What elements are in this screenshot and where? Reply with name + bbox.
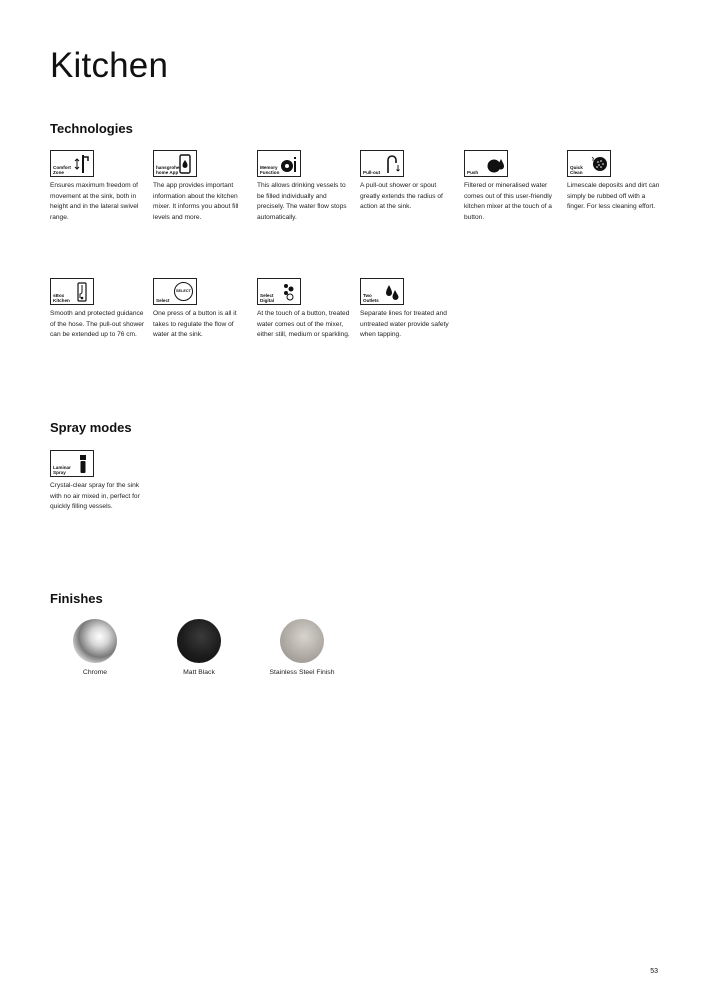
select-digital-icon: [280, 281, 298, 303]
matt-black-swatch: [177, 619, 221, 663]
spray-laminar: [50, 450, 146, 513]
sbox-kitchen-description: Smooth and protected guidance of the hose. The pull-out shower can be extended up to 76 cm.: [50, 310, 145, 339]
select-button-icon: SELECT: [174, 282, 193, 301]
finish-chrome: [50, 619, 140, 676]
sbox-icon: [73, 281, 91, 303]
finish-label: Matt Black: [183, 669, 215, 676]
tech-select: [153, 278, 249, 341]
select-description: One press of a button is all it takes to regulate the flow of water at the sink.: [153, 310, 237, 339]
select-digital-description: At the touch of a button, treated water comes out of the mixer, either still, medium or sparkling.: [257, 310, 350, 339]
push-badge: Push: [464, 150, 508, 177]
memory-function-badge: Memory Function: [257, 150, 301, 177]
stainless-steel-swatch: [280, 619, 324, 663]
push-button-drop-icon: [487, 153, 505, 175]
faucet-height-icon: [73, 153, 91, 175]
pull-out-spout-icon: [383, 153, 401, 175]
tech-home-app: [153, 150, 249, 224]
finish-matt-black: [154, 619, 244, 676]
push-description: Filtered or mineralised water comes out of this user-friendly kitchen mixer at the touch of a button.: [464, 182, 552, 222]
comfort-zone-description: Ensures maximum freedom of movement at the sink, both in height and in the lateral swivel range.: [50, 182, 139, 222]
memory-function-description: This allows drinking vessels to be filled individually and precisely. The water flow stops automatically.: [257, 182, 347, 222]
comfort-zone-badge: Comfort Zone: [50, 150, 94, 177]
two-outlets-description: Separate lines for treated and untreated water provide safety when tapping.: [360, 310, 449, 339]
laminar-spray-description: Crystal-clear spray for the sink with no air mixed in, perfect for quickly filling vessels.: [50, 482, 140, 511]
finish-label: Stainless Steel Finish: [269, 669, 335, 676]
sbox-kitchen-badge: sBox Kitchen: [50, 278, 94, 305]
memory-dial-icon: [280, 153, 298, 175]
smartphone-drop-icon: [176, 153, 194, 175]
tech-two-outlets: [360, 278, 456, 341]
finish-label: Chrome: [82, 669, 108, 676]
select-badge: Select SELECT: [153, 278, 197, 305]
two-outlets-icon: [383, 281, 401, 303]
tech-memory-function: [257, 150, 353, 224]
chrome-swatch: [73, 619, 117, 663]
spray-modes-heading: Spray modes: [50, 420, 132, 435]
home-app-badge: hansgrohe home App: [153, 150, 197, 177]
two-outlets-badge: Two Outlets: [360, 278, 404, 305]
laminar-spray-badge: Laminar Spray: [50, 450, 94, 477]
quick-clean-badge: Quick Clean: [567, 150, 611, 177]
page-number: 53: [650, 968, 658, 975]
home-app-description: The app provides important information about the kitchen mixer. It informs you about fill levels and more.: [153, 182, 239, 222]
tech-comfort-zone: [50, 150, 146, 224]
tech-pull-out: [360, 150, 456, 213]
select-digital-badge: Select Digital: [257, 278, 301, 305]
finishes-heading: Finishes: [50, 591, 103, 606]
tech-sbox-kitchen: [50, 278, 146, 341]
tech-quick-clean: [567, 150, 663, 213]
pull-out-description: A pull-out shower or spout greatly extends the radius of action at the sink.: [360, 182, 443, 211]
laminar-spray-icon: [73, 453, 91, 475]
quick-clean-description: Limescale deposits and dirt can simply be rubbed off with a finger. For less cleaning effort.: [567, 182, 660, 211]
page-title: Kitchen: [50, 46, 169, 85]
tech-select-digital: [257, 278, 353, 341]
tech-push: [464, 150, 560, 224]
quick-clean-icon: [590, 153, 608, 175]
technologies-heading: Technologies: [50, 121, 133, 136]
pull-out-badge: Pull-out: [360, 150, 404, 177]
finish-stainless-steel: [257, 619, 347, 676]
